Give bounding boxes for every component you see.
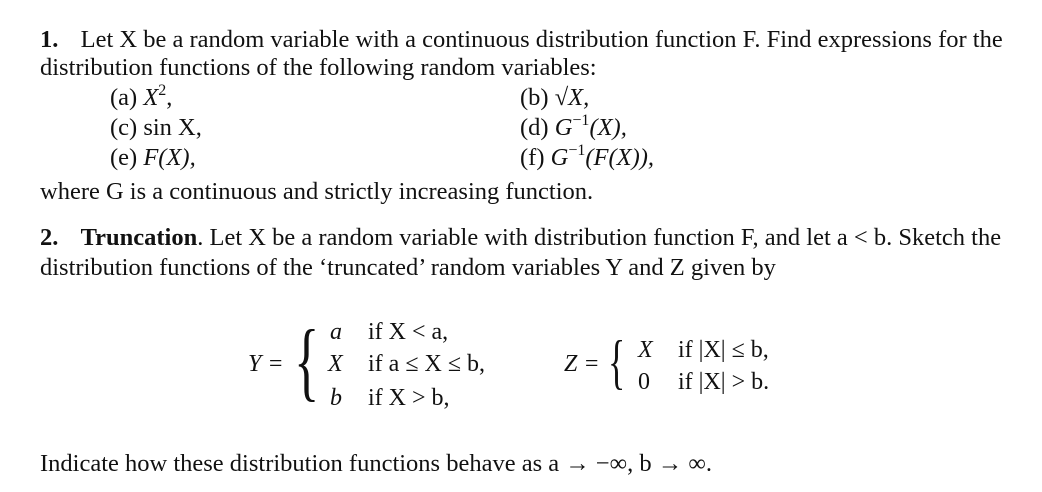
z-brace: {: [608, 329, 626, 395]
y-case-1-value: a: [330, 319, 342, 345]
problem1-intro-line1: Let X be a random variable with a continuous distribution function F. Find expressions for the: [80, 26, 1003, 53]
problem1-item-b: (b) √X,: [520, 84, 590, 111]
problem2-line2: distribution functions of the ‘truncated’ random variables Y and Z given by: [40, 254, 776, 281]
item-d-arg: (X),: [589, 114, 627, 141]
z-case-1-condition: if |X| ≤ b,: [678, 337, 769, 363]
problem1-item-d: (d) $G^{-1}(X)$,: [520, 112, 627, 141]
z-lhs: Z =: [564, 351, 600, 377]
item-f-arg: (F(X)),: [585, 144, 655, 171]
problem1-item-e: (e) F(X),: [110, 144, 196, 171]
problem2-title: Truncation: [80, 224, 198, 251]
item-f-g: G: [550, 144, 569, 171]
z-case-1-value: X: [638, 337, 653, 363]
problem2-number: 2.: [40, 224, 59, 251]
y-case-2-condition: if a ≤ X ≤ b,: [368, 351, 485, 377]
problem1-item-f: (f) $G^{-1}(F(X))$,: [520, 142, 655, 171]
problem2-line1: [40, 224, 1001, 252]
item-d-g: G: [554, 114, 573, 141]
y-case-2-value: X: [328, 351, 343, 377]
problem2-intro-line1: . Let X be a random variable with distribution function F, and let a < b. Sketch the: [197, 224, 1002, 251]
problem1-footer: where G is a continuous and strictly increasing function.: [40, 178, 594, 205]
y-case-3-condition: if X > b,: [368, 385, 450, 411]
problem1-item-c: (c) sin X,: [110, 114, 202, 141]
problem1-line1: [40, 26, 1003, 54]
y-lhs: Y =: [248, 351, 284, 377]
z-case-2-condition: if |X| > b.: [678, 369, 770, 395]
y-case-3-value: b: [330, 385, 342, 411]
z-case-2-value: 0: [638, 369, 650, 395]
problem1-item-a: (a) $X^2$,: [110, 82, 173, 111]
problem1-line2: distribution functions of the following random variables:: [40, 54, 597, 81]
problem1-number: 1.: [40, 26, 59, 53]
y-brace: {: [294, 313, 320, 410]
y-case-1-condition: if X < a,: [368, 319, 449, 345]
problem2-closing: Indicate how these distribution functions behave as a → −∞, b → ∞.: [40, 450, 712, 477]
